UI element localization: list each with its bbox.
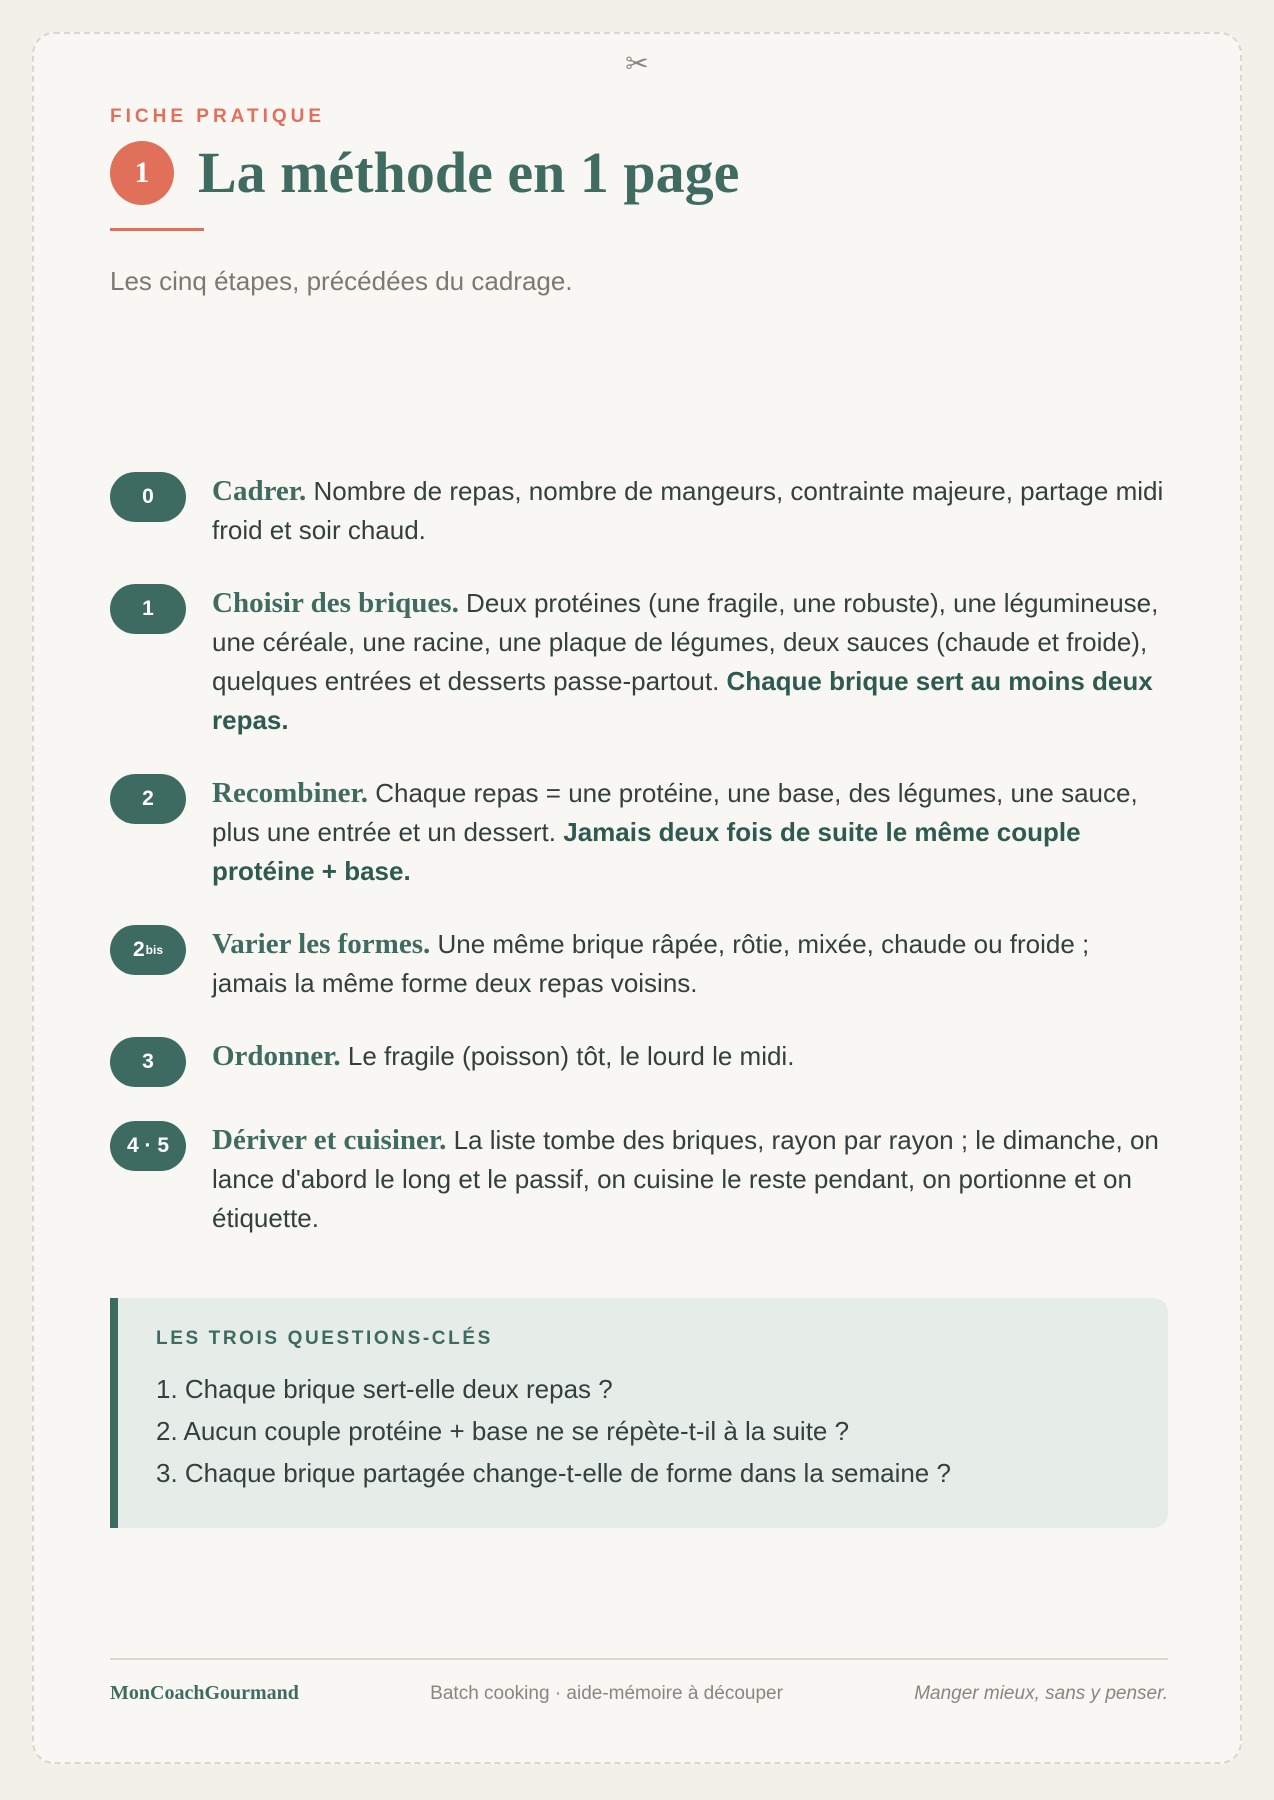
step-emphasis: Jamais deux fois de suite le même couple protéine + base. — [212, 817, 1081, 886]
step-badge — [110, 1121, 186, 1171]
brand-name: MonCoachGourmand — [110, 1682, 299, 1704]
key-questions-box — [110, 1298, 1168, 1528]
step-number: 4 · 5 — [126, 1134, 170, 1157]
step-text — [212, 774, 1170, 891]
title-number-badge: 1 — [110, 141, 174, 205]
question-item: 1. Chaque brique sert-elle deux repas ? — [156, 1374, 613, 1404]
step-item — [110, 472, 1170, 550]
step-text — [212, 472, 1170, 550]
step-text — [212, 1121, 1170, 1238]
step-body: La liste tombe des briques, rayon par rayon ; le dimanche, on lance d'abord le long et le passif, on cuisine le reste pendant, on portionne et on étiquette. — [212, 1125, 1159, 1233]
step-text — [212, 925, 1170, 1003]
step-item — [110, 925, 1170, 1003]
step-heading: Dériver et cuisiner. — [212, 1124, 447, 1156]
step-heading: Recombiner. — [212, 777, 368, 809]
page-subtitle: Les cinq étapes, précédées du cadrage. — [110, 266, 573, 296]
step-body: Le fragile (poisson) tôt, le lourd le midi. — [340, 1041, 795, 1071]
step-heading: Cadrer. — [212, 475, 307, 507]
key-questions-title: LES TROIS QUESTIONS-CLÉS — [156, 1328, 493, 1349]
step-emphasis: Chaque brique sert au moins deux repas. — [212, 666, 1153, 735]
step-body: Une même brique râpée, rôtie, mixée, chaude ou froide ; jamais la même forme deux repas voisins. — [212, 929, 1090, 998]
step-item — [110, 1037, 1170, 1087]
scissors-icon: ✂ — [625, 48, 649, 79]
step-number: 2 — [142, 787, 154, 810]
step-body: Nombre de repas, nombre de mangeurs, contrainte majeure, partage midi froid et soir chaud. — [212, 476, 1164, 545]
step-number: 1 — [142, 597, 154, 620]
step-item — [110, 774, 1170, 891]
footer-divider — [110, 1658, 1168, 1660]
question-item: 2. Aucun couple protéine + base ne se répète-t-il à la suite ? — [156, 1416, 850, 1446]
step-badge — [110, 1037, 186, 1087]
question-item: 3. Chaque brique partagée change-t-elle de forme dans la semaine ? — [156, 1458, 951, 1488]
step-badge — [110, 472, 186, 522]
step-item — [110, 584, 1170, 740]
step-heading: Choisir des briques. — [212, 587, 459, 619]
recipe-card — [32, 32, 1242, 1764]
key-questions-list — [156, 1368, 1168, 1494]
footer-caption: Batch cooking · aide-mémoire à découper — [430, 1682, 783, 1704]
step-badge — [110, 925, 186, 975]
step-body: Chaque repas = une protéine, une base, des légumes, une sauce, plus une entrée et un dessert. — [212, 778, 1138, 847]
step-badge — [110, 584, 186, 634]
step-body: Deux protéines (une fragile, une robuste), une légumineuse, une céréale, une racine, une plaque de légumes, deux sauces (chaude et froide), quelques entrées et desserts passe-partout. — [212, 588, 1159, 696]
title-underline — [110, 228, 204, 231]
step-heading: Ordonner. — [212, 1040, 341, 1072]
step-number: 0 — [142, 485, 154, 508]
page-title: La méthode en 1 page — [198, 140, 740, 205]
kicker-label: FICHE PRATIQUE — [110, 106, 326, 127]
title-row — [110, 139, 739, 206]
step-number: 3 — [142, 1050, 154, 1073]
step-text — [212, 584, 1170, 740]
step-number: 2 — [132, 938, 145, 961]
step-item — [110, 1121, 1170, 1238]
step-number-suffix: bis — [145, 943, 164, 957]
steps-list — [110, 472, 1170, 1272]
footer-tagline: Manger mieux, sans y penser. — [914, 1682, 1168, 1704]
step-badge — [110, 774, 186, 824]
step-text — [212, 1037, 1170, 1076]
step-heading: Varier les formes. — [212, 928, 431, 960]
footer — [110, 1682, 1168, 1705]
